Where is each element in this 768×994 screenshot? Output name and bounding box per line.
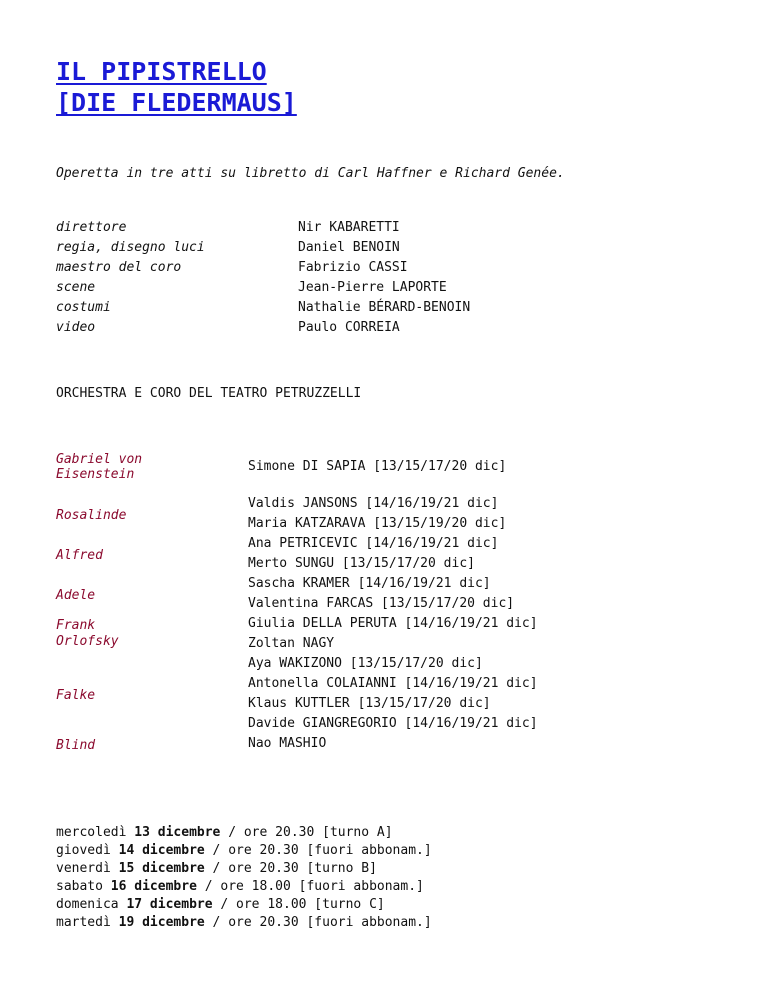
staff-row bbox=[56, 258, 470, 278]
cast-role-frank: Frank bbox=[56, 618, 96, 633]
cast-row-alfred bbox=[56, 534, 538, 574]
performance-line bbox=[56, 878, 432, 896]
performance-time: / ore 18.00 [fuori abbonam.] bbox=[204, 879, 424, 894]
staff-row bbox=[56, 298, 470, 318]
performance-time: / ore 20.30 [turno A] bbox=[228, 825, 393, 840]
cast-singer: Klaus KUTTLER [13/15/17/20 dic] bbox=[248, 696, 491, 711]
cast-row-adele bbox=[56, 574, 538, 614]
cast-role-adele: Adele bbox=[56, 588, 96, 603]
orchestra-line: ORCHESTRA E CORO DEL TEATRO PETRUZZELLI bbox=[56, 386, 362, 401]
cast-singer: Nao MASHIO bbox=[248, 736, 327, 751]
cast-row-falke bbox=[56, 674, 538, 714]
performance-line bbox=[56, 860, 432, 878]
staff-role: maestro del coro bbox=[56, 260, 182, 275]
staff-role: direttore bbox=[56, 220, 127, 235]
performance-time: / ore 18.00 [turno C] bbox=[220, 897, 385, 912]
cast-role-eisenstein: Gabriel von Eisenstein bbox=[56, 452, 143, 482]
performance-line bbox=[56, 824, 432, 842]
cast-singer: Simone DI SAPIA [13/15/17/20 dic] bbox=[248, 459, 507, 474]
cast-singer: Aya WAKIZONO [13/15/17/20 dic] bbox=[248, 656, 483, 671]
performance-line bbox=[56, 896, 432, 914]
cast-singer: Antonella COLAIANNI [14/16/19/21 dic] bbox=[248, 676, 538, 691]
performance-date: 19 dicembre bbox=[118, 915, 205, 930]
performance-date: 14 dicembre bbox=[118, 843, 205, 858]
performance-weekday: mercoledì bbox=[56, 825, 127, 840]
cast-role-alfred: Alfred bbox=[56, 548, 103, 563]
cast-singer: Davide GIANGREGORIO [14/16/19/21 dic] bbox=[248, 716, 538, 731]
cast-singer: Maria KATZARAVA [13/15/19/20 dic] bbox=[248, 516, 507, 531]
staff-role: scene bbox=[56, 280, 96, 295]
cast-row-rosalinde bbox=[56, 494, 538, 534]
staff-row bbox=[56, 238, 470, 258]
performance-date: 15 dicembre bbox=[118, 861, 205, 876]
staff-role: costumi bbox=[56, 300, 111, 315]
cast-row-frank bbox=[56, 614, 538, 634]
staff-row bbox=[56, 318, 470, 338]
cast-row-orlofsky bbox=[56, 634, 538, 674]
subtitle: Operetta in tre atti su libretto di Carl Haffner e Richard Genée. bbox=[56, 166, 565, 181]
staff-role: regia, disegno luci bbox=[56, 240, 205, 255]
cast-row-blind bbox=[56, 714, 538, 754]
cast-role-falke: Falke bbox=[56, 688, 96, 703]
staff-name: Fabrizio CASSI bbox=[298, 260, 408, 275]
performance-weekday: giovedì bbox=[56, 843, 111, 858]
cast-role-blind: Blind bbox=[56, 738, 96, 753]
cast-singer: Ana PETRICEVIC [14/16/19/21 dic] bbox=[248, 536, 499, 551]
performance-time: / ore 20.30 [turno B] bbox=[212, 861, 377, 876]
performance-time: / ore 20.30 [fuori abbonam.] bbox=[212, 915, 432, 930]
performance-date: 16 dicembre bbox=[110, 879, 197, 894]
performance-dates bbox=[56, 824, 432, 932]
cast-role-orlofsky: Orlofsky bbox=[56, 634, 119, 649]
title-line-2[interactable]: [DIE FLEDERMAUS] bbox=[56, 88, 297, 117]
cast-singer: Giulia DELLA PERUTA [14/16/19/21 dic] bbox=[248, 616, 538, 631]
staff-name: Nathalie BÉRARD-BENOIN bbox=[298, 300, 471, 315]
staff-list bbox=[56, 218, 470, 338]
performance-time: / ore 20.30 [fuori abbonam.] bbox=[212, 843, 432, 858]
performance-weekday: sabato bbox=[56, 879, 103, 894]
staff-name: Nir KABARETTI bbox=[298, 220, 400, 235]
staff-name: Paulo CORREIA bbox=[298, 320, 400, 335]
staff-row bbox=[56, 278, 470, 298]
cast-singer: Sascha KRAMER [14/16/19/21 dic] bbox=[248, 576, 491, 591]
page-title[interactable] bbox=[56, 56, 297, 118]
title-line-1[interactable]: IL PIPISTRELLO bbox=[56, 57, 267, 86]
staff-row bbox=[56, 218, 470, 238]
staff-name: Daniel BENOIN bbox=[298, 240, 400, 255]
cast-singer: Merto SUNGU [13/15/17/20 dic] bbox=[248, 556, 475, 571]
cast-singer: Valdis JANSONS [14/16/19/21 dic] bbox=[248, 496, 499, 511]
performance-date: 13 dicembre bbox=[134, 825, 221, 840]
performance-weekday: venerdì bbox=[56, 861, 111, 876]
cast-row-eisenstein bbox=[56, 452, 538, 494]
staff-role: video bbox=[56, 320, 96, 335]
performance-line bbox=[56, 914, 432, 932]
performance-date: 17 dicembre bbox=[126, 897, 213, 912]
performance-line bbox=[56, 842, 432, 860]
cast-singer: Zoltan NAGY bbox=[248, 636, 335, 651]
cast-table bbox=[56, 452, 538, 754]
performance-weekday: domenica bbox=[56, 897, 119, 912]
performance-weekday: martedì bbox=[56, 915, 111, 930]
cast-singer: Valentina FARCAS [13/15/17/20 dic] bbox=[248, 596, 515, 611]
staff-name: Jean-Pierre LAPORTE bbox=[298, 280, 447, 295]
cast-role-rosalinde: Rosalinde bbox=[56, 508, 127, 523]
